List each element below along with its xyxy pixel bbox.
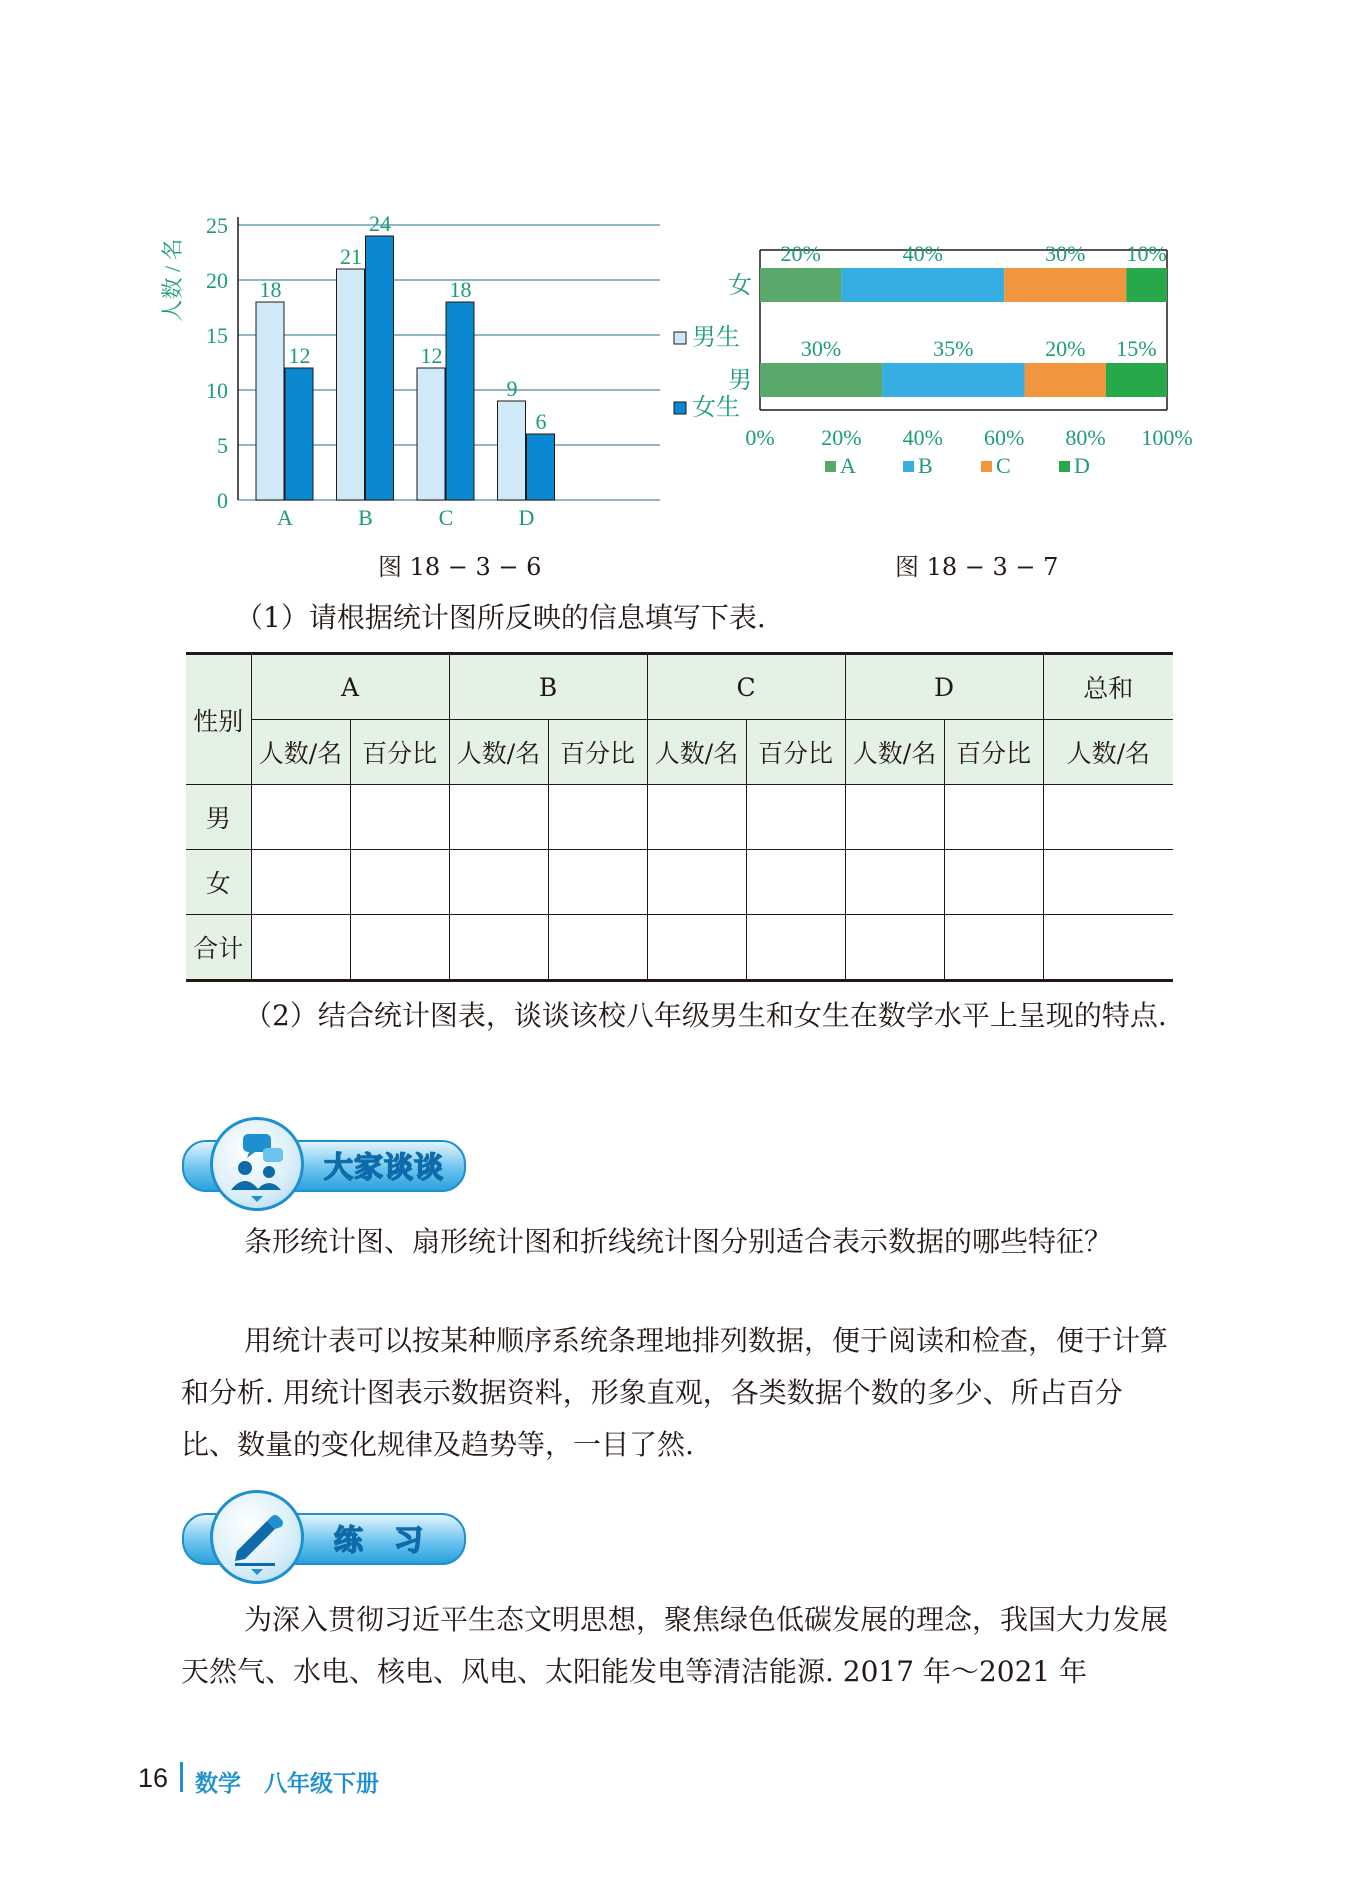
- x-tick-label: D: [518, 505, 535, 530]
- legend-swatch: [674, 332, 686, 344]
- blank-cell[interactable]: [548, 915, 647, 981]
- y-tick-label: 15: [206, 323, 228, 348]
- data-label: 18: [449, 277, 472, 302]
- legend-swatch: [903, 461, 914, 472]
- header-group-c: C: [647, 654, 845, 720]
- practice-paragraph: 为深入贯彻习近平生态文明思想，聚焦绿色低碳发展的理念，我国大力发展天然气、水电、核电、风电、太阳能发电等清洁能源. 2017 年～2021 年: [181, 1603, 1169, 1688]
- x-tick-label: B: [358, 505, 373, 530]
- row-label: 女: [186, 850, 251, 915]
- data-label: 12: [288, 343, 311, 368]
- bar: [527, 434, 555, 500]
- header-total: 总和: [1043, 654, 1173, 720]
- people-talking-icon: [213, 1120, 301, 1208]
- row-label: 合计: [186, 915, 251, 981]
- stacked-segment: [1106, 363, 1167, 397]
- y-tick-label: 25: [206, 213, 228, 238]
- subheader-count: 人数/名: [449, 720, 548, 785]
- footer-divider: [180, 1762, 183, 1792]
- subheader-count: 人数/名: [845, 720, 944, 785]
- header-gender: 性别: [186, 654, 251, 785]
- legend-label: D: [1074, 453, 1090, 478]
- blank-cell[interactable]: [449, 785, 548, 850]
- y-axis-label: 人数 / 名: [160, 238, 185, 322]
- discuss-title: 大家谈谈: [324, 1150, 445, 1184]
- blank-cell[interactable]: [845, 850, 944, 915]
- book-title: 数学 八年级下册: [195, 1771, 379, 1797]
- stacked-segment: [841, 268, 1004, 302]
- bar-category-label: 男: [728, 368, 752, 394]
- discuss-question: 条形统计图、扇形统计图和折线统计图分别适合表示数据的哪些特征？: [244, 1225, 1113, 1258]
- blank-cell[interactable]: [548, 785, 647, 850]
- blank-cell[interactable]: [746, 915, 845, 981]
- blank-cell[interactable]: [1043, 850, 1173, 915]
- fill-in-table: [186, 652, 1173, 982]
- data-label: 12: [420, 343, 443, 368]
- data-label: 6: [535, 409, 547, 434]
- data-label: 21: [340, 244, 362, 269]
- legend-label: A: [840, 453, 856, 478]
- header-group-b: B: [449, 654, 647, 720]
- discuss-icon-circle: [210, 1117, 304, 1211]
- blank-cell[interactable]: [845, 915, 944, 981]
- question-2: （2）结合统计图表，谈谈该校八年级男生和女生在数学水平上呈现的特点.: [244, 999, 1167, 1032]
- blank-cell[interactable]: [449, 915, 548, 981]
- blank-cell[interactable]: [746, 850, 845, 915]
- blank-cell[interactable]: [251, 785, 350, 850]
- bar: [446, 302, 474, 500]
- bar: [285, 368, 313, 500]
- stacked-segment: [1126, 268, 1167, 302]
- blank-cell[interactable]: [1043, 915, 1173, 981]
- y-tick-label: 10: [206, 378, 228, 403]
- bar: [417, 368, 445, 500]
- segment-percent-label: 20%: [1045, 336, 1086, 361]
- blank-cell[interactable]: [746, 785, 845, 850]
- practice-icon-circle: [210, 1490, 304, 1584]
- y-tick-label: 0: [217, 488, 228, 513]
- segment-percent-label: 30%: [800, 336, 842, 361]
- figure1-caption: 图 18 − 3 − 6: [378, 553, 542, 581]
- x-tick-label: 60%: [984, 425, 1025, 450]
- pencil-icon: [213, 1493, 301, 1581]
- segment-percent-label: 40%: [902, 245, 943, 266]
- bar: [337, 269, 365, 500]
- x-tick-label: C: [438, 505, 454, 530]
- bar-chart-figure: [150, 205, 750, 535]
- figure2-caption: 图 18 − 3 − 7: [895, 553, 1059, 581]
- subheader-percent: 百分比: [944, 720, 1043, 785]
- blank-cell[interactable]: [548, 850, 647, 915]
- blank-cell[interactable]: [944, 785, 1043, 850]
- header-group-d: D: [845, 654, 1043, 720]
- blank-cell[interactable]: [944, 850, 1043, 915]
- y-tick-label: 5: [217, 433, 228, 458]
- blank-cell[interactable]: [350, 785, 449, 850]
- legend-swatch: [674, 402, 686, 414]
- legend-label: B: [918, 453, 933, 478]
- legend-label: 女生: [692, 395, 740, 421]
- x-tick-label: 80%: [1065, 425, 1106, 450]
- segment-percent-label: 15%: [1116, 336, 1157, 361]
- data-label: 18: [259, 277, 282, 302]
- stacked-segment: [1025, 363, 1106, 397]
- blank-cell[interactable]: [350, 850, 449, 915]
- segment-percent-label: 35%: [933, 336, 974, 361]
- practice-title: 练 习: [334, 1523, 425, 1557]
- segment-percent-label: 30%: [1045, 245, 1086, 266]
- segment-percent-label: 10%: [1126, 245, 1167, 266]
- x-tick-label: 40%: [902, 425, 943, 450]
- stacked-segment: [882, 363, 1024, 397]
- page-number: 16: [138, 1763, 169, 1793]
- question-1: （1）请根据统计图所反映的信息填写下表.: [235, 601, 766, 634]
- data-label: 9: [506, 376, 518, 401]
- bar: [256, 302, 284, 500]
- segment-percent-label: 20%: [780, 245, 821, 266]
- legend-swatch: [825, 461, 836, 472]
- subheader-percent: 百分比: [548, 720, 647, 785]
- subheader-count: 人数/名: [1043, 720, 1173, 785]
- blank-cell[interactable]: [647, 785, 746, 850]
- y-tick-label: 20: [206, 268, 228, 293]
- legend-label: 男生: [692, 325, 740, 351]
- bar: [498, 401, 526, 500]
- stacked-segment: [760, 363, 882, 397]
- header-group-a: A: [251, 654, 449, 720]
- stacked-segment: [760, 268, 841, 302]
- blank-cell[interactable]: [647, 915, 746, 981]
- x-tick-label: 100%: [1141, 425, 1193, 450]
- data-label: 24: [369, 211, 391, 236]
- blank-cell[interactable]: [449, 850, 548, 915]
- summary-paragraph: 用统计表可以按某种顺序系统条理地排列数据，便于阅读和检查，便于计算和分析. 用统计图表示数据资料，形象直观，各类数据个数的多少、所占百分比、数量的变化规律及趋势等，一目了然.: [181, 1324, 1169, 1461]
- table-row: [186, 915, 1173, 981]
- table-row: [186, 785, 1173, 850]
- table-row: [186, 850, 1173, 915]
- subheader-percent: 百分比: [746, 720, 845, 785]
- blank-cell[interactable]: [251, 850, 350, 915]
- blank-cell[interactable]: [845, 785, 944, 850]
- x-tick-label: A: [277, 505, 293, 530]
- bar: [366, 236, 394, 500]
- subheader-percent: 百分比: [350, 720, 449, 785]
- x-tick-label: 20%: [821, 425, 862, 450]
- x-tick-label: 0%: [745, 425, 775, 450]
- blank-cell[interactable]: [647, 850, 746, 915]
- legend-label: C: [996, 453, 1011, 478]
- blank-cell[interactable]: [1043, 785, 1173, 850]
- legend-swatch: [981, 461, 992, 472]
- stacked-bar-figure: [725, 245, 1205, 535]
- legend-swatch: [1059, 461, 1070, 472]
- subheader-count: 人数/名: [647, 720, 746, 785]
- blank-cell[interactable]: [350, 915, 449, 981]
- row-label: 男: [186, 785, 251, 850]
- stacked-segment: [1004, 268, 1126, 302]
- blank-cell[interactable]: [251, 915, 350, 981]
- bar-category-label: 女: [728, 273, 752, 299]
- subheader-count: 人数/名: [251, 720, 350, 785]
- blank-cell[interactable]: [944, 915, 1043, 981]
